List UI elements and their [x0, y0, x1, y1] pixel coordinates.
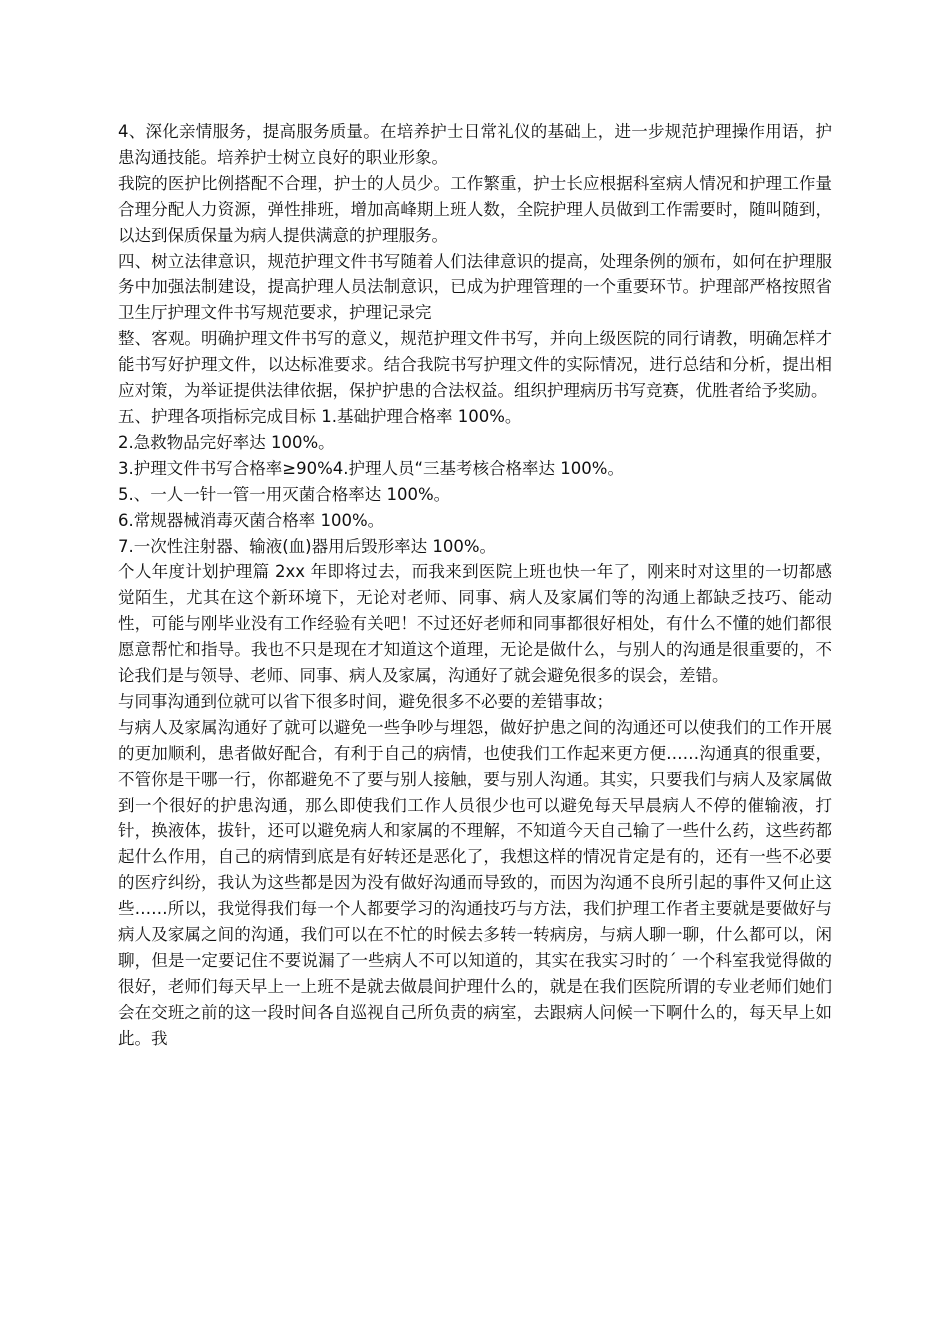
- paragraph-targets-heading: 五、护理各项指标完成目标 1.基础护理合格率 100%。: [118, 406, 522, 426]
- paragraph-target-7: 7.一次性注射器、输液(血)器用后毁形率达 100%。: [118, 536, 497, 556]
- paragraph-annual-plan: 个人年度计划护理篇 2xx 年即将过去，而我来到医院上班也快一年了，刚来时对这里的一切都感觉陌生，尤其在这个新环境下，无论对老师、同事、病人及家属们等的沟通上都缺乏技巧、能动性，可能与刚毕业没有工作经验有关吧！不过还好老师和同事都很好相处，有什么不懂的她们都很愿意帮忙和指导。我也不只是现在才知道这个道理，无论是做什么，与别人的沟通是很重要的，不论我们是与领导、老师、同事、病人及家属，沟通好了就会避免很多的误会，差错。: [118, 562, 832, 686]
- document-page: [118, 119, 832, 1052]
- paragraph-patient-communication: 与病人及家属沟通好了就可以避免一些争吵与埋怨，做好护患之间的沟通还可以使我们的工作开展的更加顺利，患者做好配合，有利于自己的病情，也使我们工作起来更方便……沟通真的很重要，不管你是干哪一行，你都避免不了要与别人接触，要与别人沟通。其实，只要我们与病人及家属做到一个很好的护患沟通，那么即使我们工作人员很少也可以避免每天早晨病人不停的催输液，打针，换液体，拔针，还可以避免病人和家属的不理解，不知道今天自己输了一些什么药，这些药都起什么作用，自己的病情到底是有好转还是恶化了，我想这样的情况肯定是有的，还有一些不必要的医疗纠纷，我认为这些都是因为没有做好沟通而导致的，而因为沟通不良所引起的事件又何止这些……所以，我觉得我们每一个人都要学习的沟通技巧与方法，我们护理工作者主要就是要做好与病人及家属之间的沟通，我们可以在不忙的时候去多转一转病房，与病人聊一聊，什么都可以，闲聊，但是一定要记住不要说漏了一些病人不可以知道的，其实在我实习时的´ 一个科室我觉得做的很好，老师们每天早上一上班不是就去做晨间护理什么的，就是在我们医院所谓的专业老师们她们会在交班之前的这一段时间各自巡视自己所负责的病室，去跟病人问候一下啊什么的，每天早上如此。我: [118, 717, 832, 1048]
- paragraph-target-2: 2.急救物品完好率达 100%。: [118, 432, 335, 452]
- paragraph-item-4: 4、深化亲情服务，提高服务质量。在培养护士日常礼仪的基础上，进一步规范护理操作用语，护患沟通技能。培养护士树立良好的职业形象。: [118, 122, 832, 167]
- paragraph-staffing: 我院的医护比例搭配不合理，护士的人员少。工作繁重，护士长应根据科室病人情况和护理工作量合理分配人力资源，弹性排班，增加高峰期上班人数，全院护理人员做到工作需要时，随叫随到，以达到保质保量为病人提供满意的护理服务。: [118, 173, 832, 245]
- paragraph-target-3-4: 3.护理文件书写合格率≥90%4.护理人员“三基考核合格率达 100%。: [118, 458, 624, 478]
- paragraph-colleague-communication: 与同事沟通到位就可以省下很多时间，避免很多不必要的差错事故；: [118, 691, 613, 711]
- paragraph-legal-awareness: 四、树立法律意识，规范护理文件书写随着人们法律意识的提高，处理条例的颁布，如何在护理服务中加强法制建设，提高护理人员法制意识，已成为护理管理的一个重要环节。护理部严格按照省卫生厅护理文件书写规范要求，护理记录完: [118, 251, 832, 323]
- paragraph-records-standards: 整、客观。明确护理文件书写的意义，规范护理文件书写，并向上级医院的同行请教，明确怎样才能书写好护理文件，以达标准要求。结合我院书写护理文件的实际情况，进行总结和分析，提出相应对策，为举证提供法律依据，保护护患的合法权益。组织护理病历书写竞赛，优胜者给予奖励。: [118, 329, 832, 401]
- paragraph-target-5: 5.、一人一针一管一用灭菌合格率达 100%。: [118, 484, 451, 504]
- paragraph-target-6: 6.常规器械消毒灭菌合格率 100%。: [118, 510, 385, 530]
